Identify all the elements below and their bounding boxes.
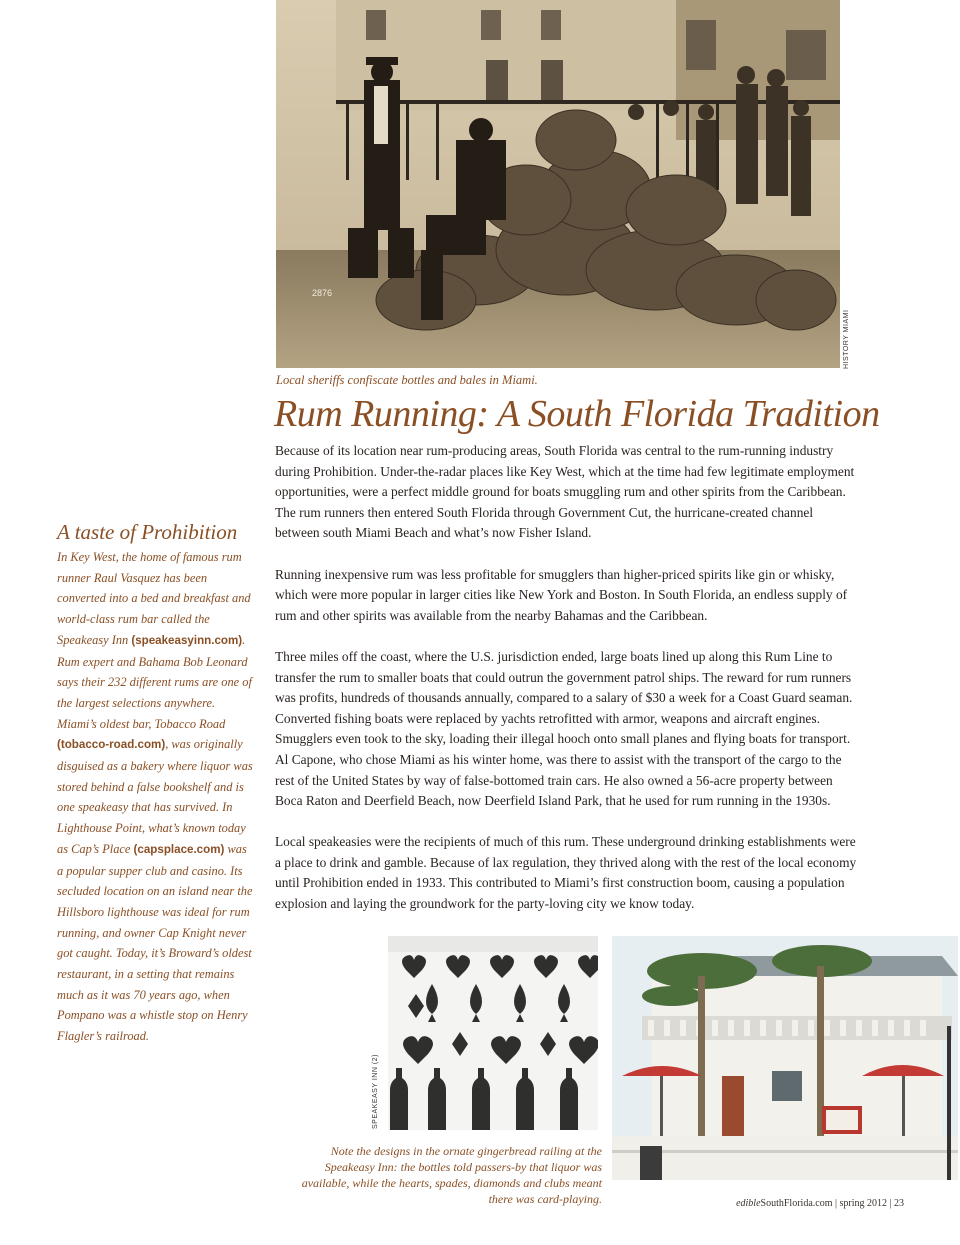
speakeasy-inn-photo	[612, 936, 958, 1180]
top-photo-credit: HISTORY MIAMI	[843, 309, 850, 369]
speakeasy-inn-illustration	[612, 936, 958, 1180]
gingerbread-railing-illustration	[388, 936, 598, 1130]
body-paragraph-3: Three miles off the coast, where the U.S. jurisdiction ended, large boats lined up along this Rum Line to transfer the rum to smaller boats that could outrun the government patrol ships. The reward for rum runners was profits, hundreds of thousands annually, compared to a salary of $30 a week for a Coast Guard seaman. Converted fishing boats were replaced by yachts retrofitted with armor, weapons and aircraft engines. Smugglers even took to the sky, loading their illegal hooch onto small planes and flying boats for transport. Al Capone, who chose Miami as his winter home, was there to assist with the transport of the cargo to the rest of the United States by way of false-bottomed train cars. He also owned a 56-acre property between Boca Raton and Deerfield Beach, now Deerfield Island Park, that he used for rum running in the 1930s.	[275, 648, 853, 809]
footer-issue: | spring 2012 |	[832, 1198, 894, 1209]
speakeasyinn-link[interactable]: (speakeasyinn.com)	[131, 633, 243, 647]
footer-brand: edible	[736, 1198, 761, 1209]
sidebar-text-4: was a popular supper club and casino. Its secluded location on an island near the Hillsboro lighthouse was ideal for rum running, and owner Cap Knight never got caught. Today, it’s Broward’s oldest restaurant, in a setting that remains much as it was 70 years ago, when Pompano was a whistle stop on Henry Flagler’s railroad.	[57, 841, 253, 1044]
top-photo	[276, 0, 840, 368]
sidebar-title: A taste of Prohibition	[57, 520, 238, 544]
article-headline: Rum Running: A South Florida Tradition	[274, 393, 880, 435]
page-footer	[700, 1198, 904, 1209]
sidebar-text-2: . Rum expert and Bahama Bob Leonard says their 232 different rums are one of the largest selections anywhere. Miami’s oldest bar, Tobacco Road	[57, 632, 252, 731]
sidebar-text-3: , was originally disguised as a bakery where liquor was stored behind a false bookshelf and is one speakeasy that has survived. In Lighthouse Point, what’s known today as Cap’s Place	[57, 737, 253, 856]
capsplace-link[interactable]: (capsplace.com)	[133, 842, 225, 856]
sheriffs-photo-illustration	[276, 0, 840, 368]
top-photo-caption: Local sheriffs confiscate bottles and bales in Miami.	[276, 373, 538, 387]
railing-photo	[388, 936, 598, 1130]
body-paragraph-2: Running inexpensive rum was less profitable for smugglers than higher-priced spirits like gin or whisky, which were more popular in larger cities like New York and Boston. In South Florida, an endless supply of rum and other spirits was available from the nearby Bahamas and the Caribbean.	[275, 566, 848, 623]
photo-number: 2876	[312, 288, 333, 298]
sidebar-body	[57, 547, 253, 1047]
sidebar-text-1: In Key West, the home of famous rum runner Raul Vasquez has been converted into a bed and breakfast and world-class rum bar called the Speakeasy Inn	[57, 550, 251, 647]
body-paragraph-1: Because of its location near rum-producing areas, South Florida was central to the rum-running industry during Prohibition. Under-the-radar places like Key West, which at the time had few legitimate employment opportunities, were a perfect middle ground for boats smuggling rum and other spirits from the Caribbean. The rum runners then entered South Florida through Government Cut, the hurricane-created channel between south Miami Beach and what’s now Fisher Island.	[275, 443, 855, 541]
tobacco-road-link[interactable]: (tobacco-road.com)	[57, 738, 166, 752]
page-number: 23	[894, 1198, 904, 1209]
body-paragraph-4: Local speakeasies were the recipients of much of this rum. These underground drinking establishments were a place to drink and gamble. Because of lax regulation, they thrived along with the rest of the local economy until Prohibition ended in 1933. This contributed to Miami’s first construction boom, causing a population explosion and laying the groundwork for the party-loving city we know today.	[275, 834, 857, 912]
article-body	[275, 441, 857, 935]
bottom-photo-caption: Note the designs in the ornate gingerbread railing at the Speakeasy Inn: the bottles told passers-by that liquor was available, while the hearts, spades, diamonds and clubs meant there was card-playing.	[301, 1144, 602, 1206]
railing-photo-credit: SPEAKEASY INN (2)	[372, 1054, 379, 1129]
footer-site: SouthFlorida.com	[760, 1198, 833, 1209]
